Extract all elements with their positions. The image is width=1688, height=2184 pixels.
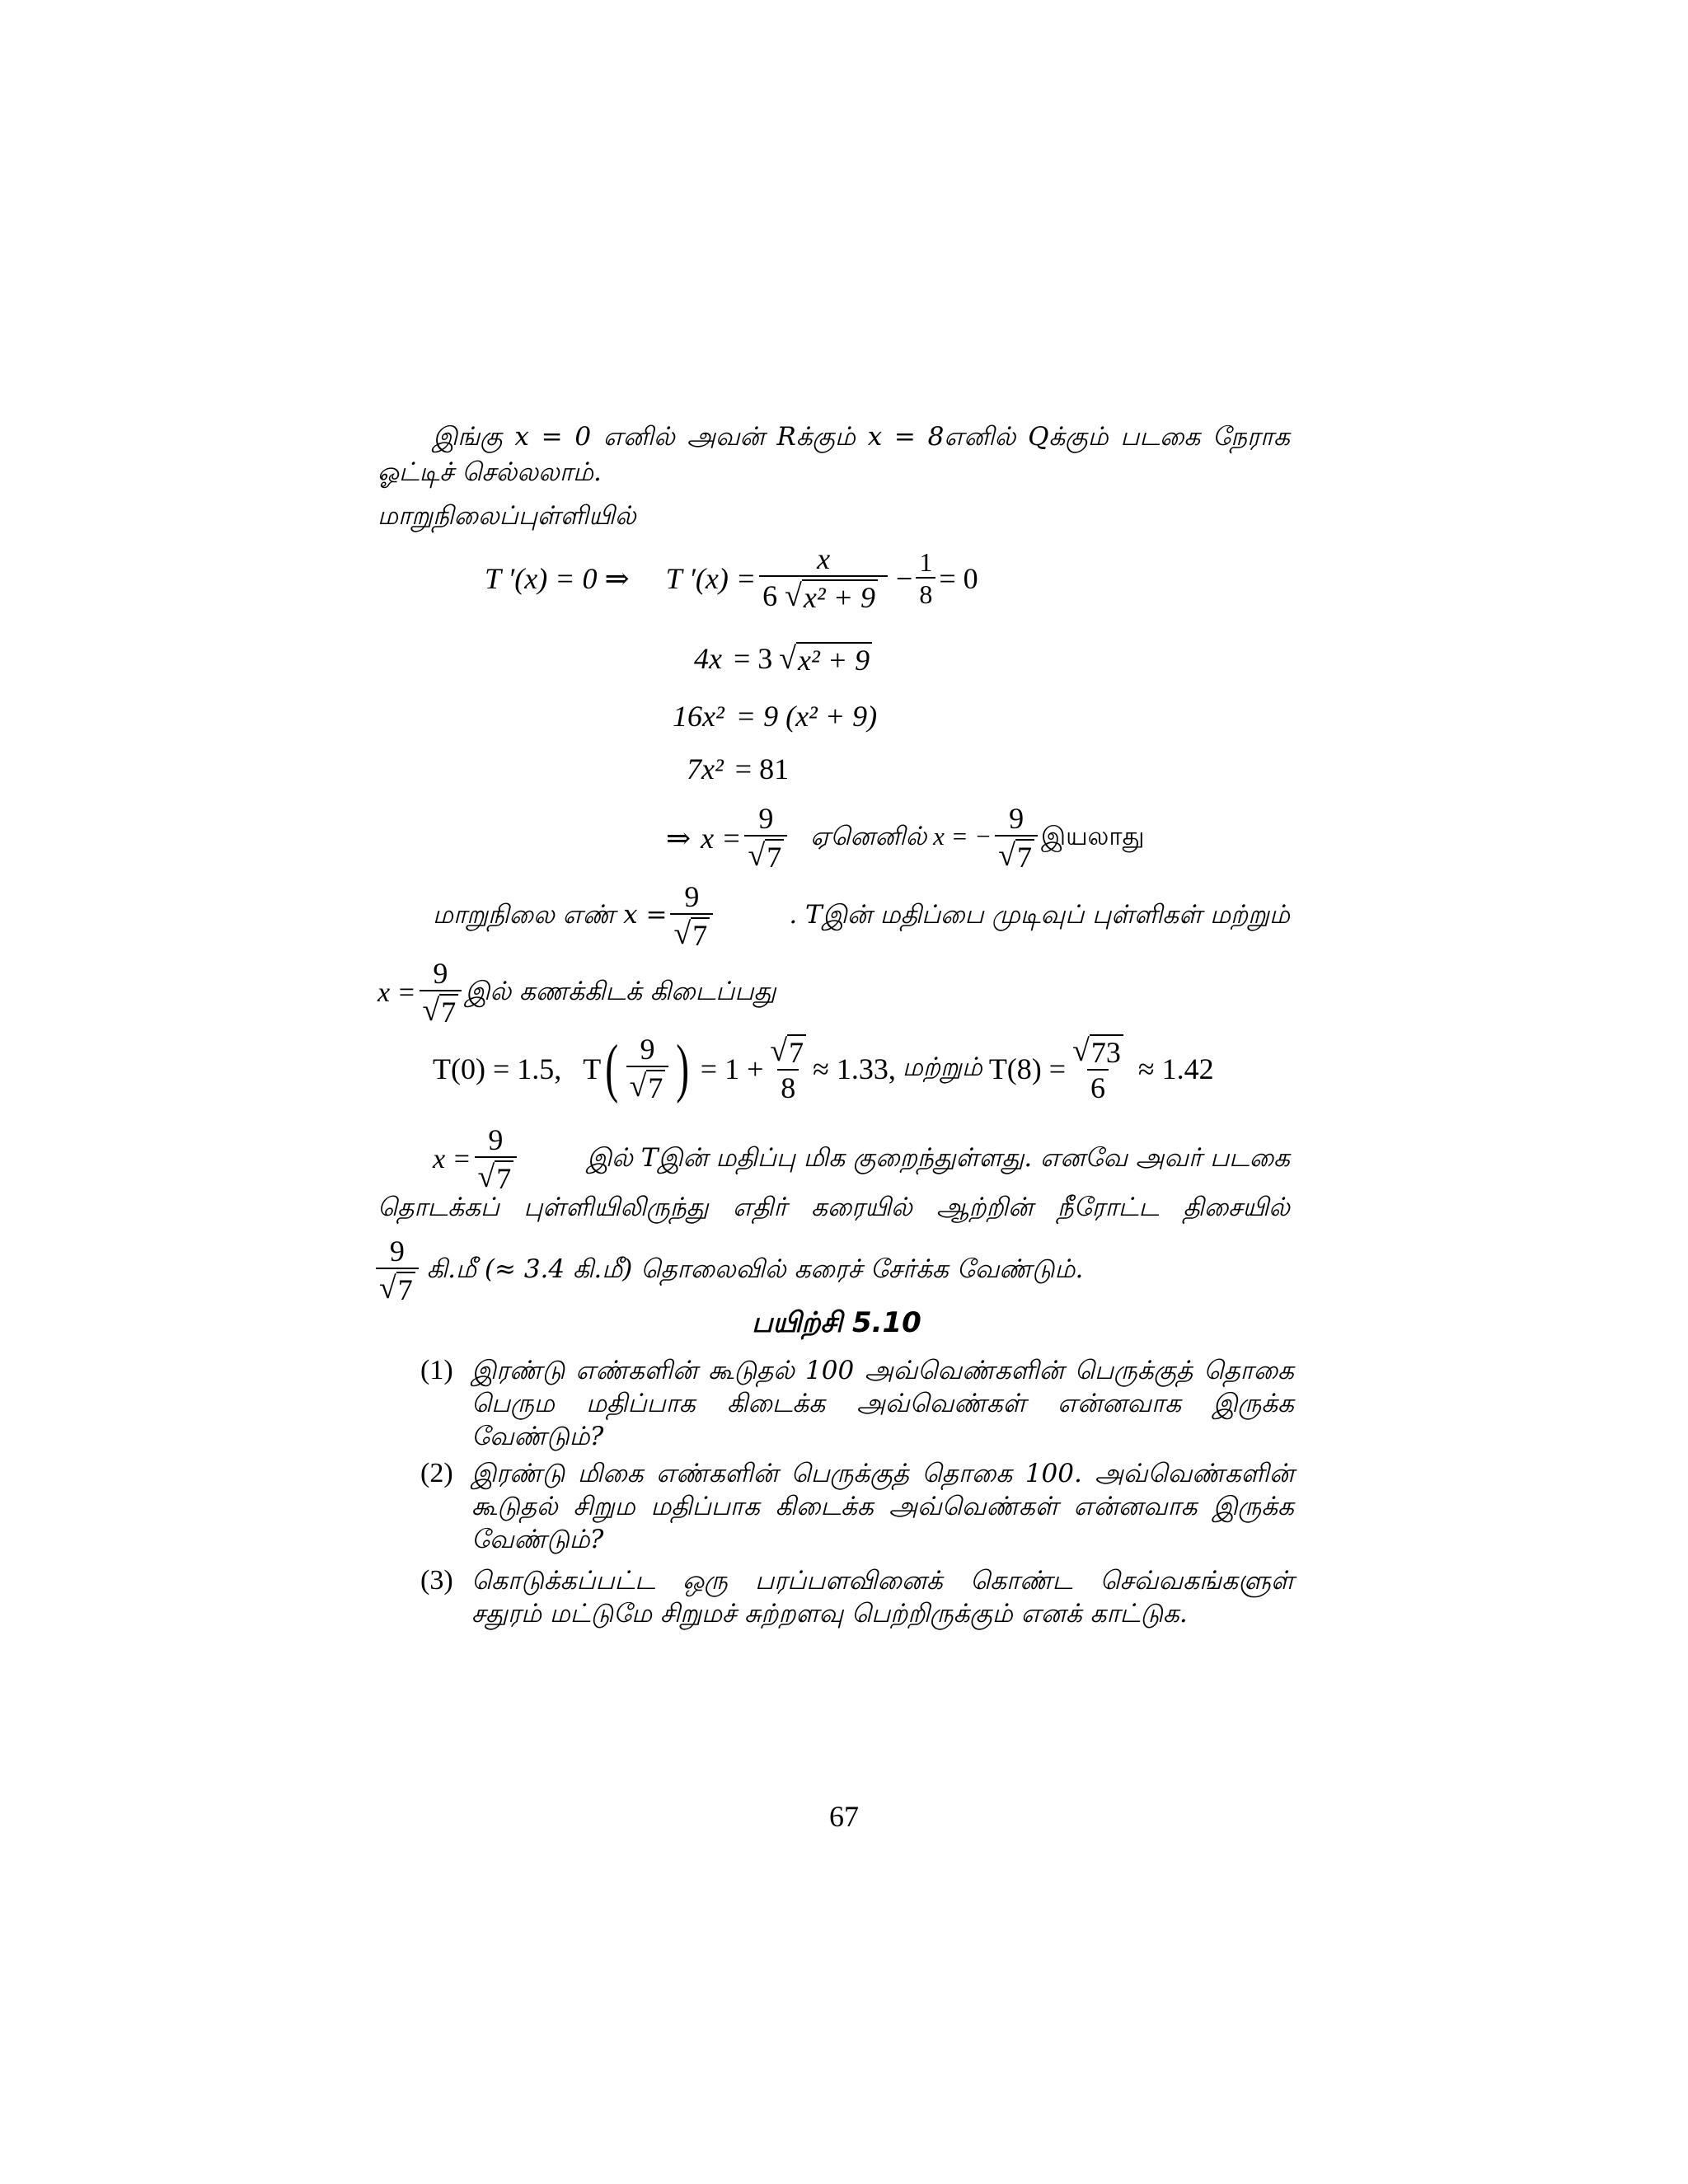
eq6-approx2: ≈ 1.42 — [1137, 1052, 1214, 1085]
eq6-t0: T(0) = 1.5, — [433, 1052, 562, 1085]
conclusion-line1 — [433, 1125, 1290, 1193]
eq4-rhs: = 81 — [734, 752, 790, 785]
eq3-rhs: = 9 (x² + 9) — [735, 700, 878, 733]
exercise-text: இரண்டு எண்களின் கூடுதல் 100 அவ்வெண்களின் பெருக்குத் தொகை பெரும மதிப்பாக கிடைக்க அவ்வெண்கள் என்னவாக இருக்க வேண்டும்? — [471, 1356, 1294, 1451]
conclusion-line2: தொடக்கப் புள்ளியிலிருந்து எதிர் கரையில் ஆற்றின் நீரோட்ட திசையில் — [377, 1193, 1290, 1222]
exercise-number: (3) — [420, 1565, 453, 1596]
p4-b: இல் Tஇன் மதிப்பு மிக குறைந்துள்ளது. எனவே அவர் படகை — [587, 1142, 1290, 1173]
eq2-rhs-coef: = 3 — [733, 642, 773, 675]
eq1-lhs2: T ′(x) = — [665, 561, 757, 595]
page-number: 67 — [829, 1800, 859, 1833]
eq4-lhs: 7x² — [687, 752, 724, 785]
p4-line3: கி.மீ (≈ 3.4 கி.மீ) தொலைவில் கரைச் சேர்க்க வேண்டும். — [426, 1254, 1084, 1284]
p3-a: x = — [377, 977, 416, 1008]
right-paren-icon: ) — [676, 1031, 690, 1104]
solution-equation — [666, 804, 1144, 872]
exercise-number: (2) — [420, 1458, 453, 1488]
eq6-t8: T(8) = — [988, 1052, 1067, 1085]
evaluation-line — [377, 958, 776, 1027]
eq1-eq0: = 0 — [939, 561, 978, 595]
eq5-arrow: ⇒ — [666, 821, 692, 855]
p4-fraction2: 9 √ 7 — [376, 1236, 419, 1305]
stationary-value-line — [433, 882, 1290, 950]
eq5-because: ஏனெனில் x = − — [810, 821, 992, 851]
exercise-number: (1) — [420, 1355, 453, 1385]
eq6-mid: = 1 + — [700, 1052, 764, 1085]
intro-paragraph-line2: ஓட்டிச் செல்லலாம். — [377, 457, 602, 487]
eq3-lhs: 16x² — [673, 700, 724, 733]
p2-b: . Tஇன் மதிப்பை முடிவுப் புள்ளிகள் மற்றும் — [789, 899, 1290, 930]
eq2-radicand: x² + 9 — [796, 642, 872, 675]
conclusion-line3 — [373, 1236, 1083, 1305]
equation-4x: 4x = 3 √ x² + 9 — [694, 641, 872, 676]
stationary-point-label: மாறுநிலைப்புள்ளியில் — [377, 501, 636, 531]
intro-paragraph-line1: இங்கு x = 0 எனில் அவன் Rக்கும் x = 8எனில் Qக்கும் படகை நேராக — [433, 422, 1290, 452]
exercise-text: கொடுக்கப்பட்ட ஒரு பரப்பளவினைக் கொண்ட செவ்வகங்களுள் சதுரம் மட்டுமே சிறுமச் சுற்றளவு பெற்றிருக்கும் எனக் காட்டுக. — [471, 1566, 1294, 1629]
p3-b: இல் கணக்கிடக் கிடைப்பது — [465, 976, 776, 1006]
eq1-lhs: T ′(x) = 0 ⇒ — [485, 561, 630, 595]
eq1-fraction: x 6 √ x² + 9 — [759, 544, 888, 612]
left-paren-icon: ( — [605, 1031, 619, 1104]
exercise-heading: பயிற்சி 5.10 — [752, 1306, 921, 1339]
eq6-fraction: 9 √ 7 — [626, 1034, 669, 1103]
p2-fraction: 9 √ 7 — [670, 882, 713, 950]
p4-a: x = — [433, 1143, 471, 1174]
eq5-impossible: இயலாது — [1040, 821, 1145, 851]
p2-a: மாறுநிலை எண் x = — [433, 899, 668, 930]
eq6-fraction3: √ 73 6 — [1069, 1034, 1127, 1103]
eq2-lhs: 4x — [694, 642, 722, 675]
equation-7x2 — [687, 752, 789, 786]
exercise-item — [420, 1457, 1294, 1556]
eq6-and: மற்றும் — [902, 1052, 982, 1081]
eq5-lhs: x = — [701, 821, 742, 855]
eq6-T: T — [583, 1052, 602, 1085]
eq6-fraction2: √ 7 8 — [767, 1034, 809, 1103]
derivative-equation — [485, 544, 978, 612]
eq1-minus: − — [896, 561, 913, 595]
p4-fraction: 9 √ 7 — [475, 1125, 518, 1193]
p3-fraction: 9 √ 7 — [420, 958, 462, 1027]
eq5-fraction: 9 √ 7 — [744, 804, 787, 872]
equation-16x2 — [673, 699, 877, 733]
eq1-one-eighth: $\frac{1}{8}$ — [916, 549, 935, 607]
eq5-fraction2: 9 √ 7 — [995, 804, 1038, 872]
eq6-approx: ≈ 1.33, — [813, 1052, 896, 1085]
exercise-text: இரண்டு மிகை எண்களின் பெருக்குத் தொகை 100. அவ்வெண்களின் கூடுதல் சிறும மதிப்பாக கிடைக்க அவ்வெண்கள் என்னவாக இருக்க வேண்டும்? — [471, 1459, 1294, 1554]
exercise-item — [420, 1354, 1294, 1453]
values-equation — [433, 1031, 1214, 1104]
exercise-item — [420, 1564, 1294, 1630]
